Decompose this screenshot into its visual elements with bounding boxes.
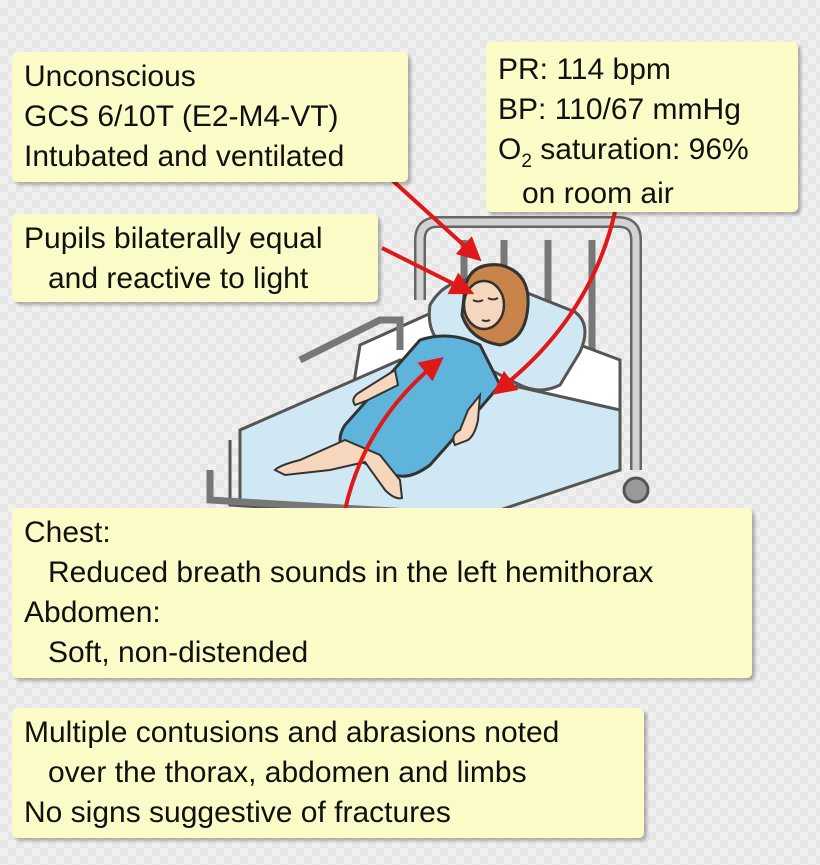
pulse-rate: PR: 114 bpm (498, 53, 671, 86)
fractures-line: No signs suggestive of fractures (24, 796, 451, 829)
pupils-line-2: and reactive to light (48, 262, 309, 295)
room-air: on room air (522, 177, 674, 210)
o2-prefix: O (498, 133, 522, 166)
o2-subscript: 2 (521, 151, 532, 172)
injuries-note (12, 708, 644, 838)
chest-abdomen-note (12, 508, 752, 678)
abdomen-finding: Soft, non-distended (48, 636, 309, 669)
chest-label: Chest: (24, 516, 111, 549)
pupils-note (12, 214, 378, 302)
gcs-score: GCS 6/10T (E2-M4-VT) (24, 100, 339, 133)
patient-head (462, 265, 528, 345)
vitals-note (486, 42, 798, 212)
chest-finding: Reduced breath sounds in the left hemithorax (48, 556, 654, 589)
blood-pressure: BP: 110/67 mmHg (498, 93, 741, 126)
abdomen-label: Abdomen: (24, 596, 161, 629)
ventilation-status: Intubated and ventilated (24, 140, 345, 173)
injuries-line-2: over the thorax, abdomen and limbs (48, 756, 527, 789)
consciousness-line-1: Unconscious (24, 60, 196, 93)
pupils-line-1: Pupils bilaterally equal (24, 222, 323, 255)
o2-value: saturation: 96% (531, 133, 749, 166)
consciousness-note (12, 52, 408, 182)
oxygen-saturation (498, 130, 786, 174)
injuries-line-1: Multiple contusions and abrasions noted (24, 716, 560, 749)
